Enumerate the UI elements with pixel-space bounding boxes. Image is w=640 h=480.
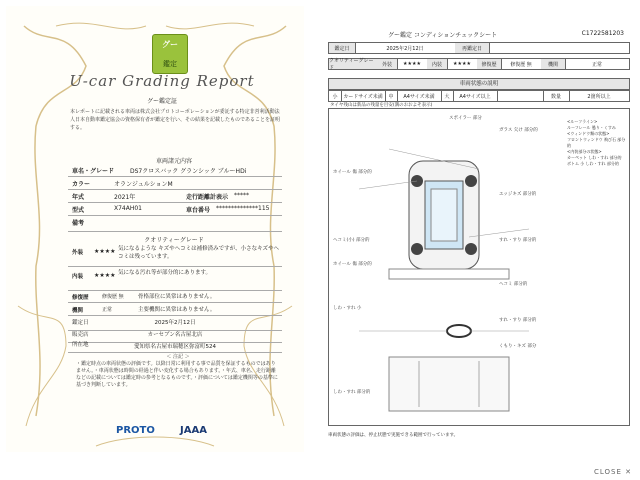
row-value: ***** — [234, 192, 249, 199]
row-value: **************115 — [216, 205, 270, 212]
cert-subtitle: グー鑑定証 — [146, 98, 177, 105]
cell: 2025年2月12日 — [355, 43, 456, 53]
date-row — [328, 42, 630, 54]
logos — [116, 423, 256, 439]
row-year — [68, 189, 282, 203]
cell: 中 — [385, 91, 398, 101]
cell: 機関 — [541, 59, 566, 69]
grade-key: 外装 — [72, 250, 84, 256]
date-value: 2025年2月12日 — [154, 320, 196, 326]
note: フロントウィンドウ 飛び石 部分的 — [567, 137, 626, 148]
cell: 内装 — [427, 59, 448, 69]
grade-exterior — [68, 242, 282, 267]
row-value: DS7クロスバック グランシック ブルーHDi — [130, 168, 247, 175]
notes-body: ・鑑定時点の車両状態の評価です。以降日常に利用する事で品質を保証するものではありません。・車両状態は時間の経過と伴い変化する場合もあります。・年式、車名、走行距離などの記載については鑑定時の参考となるものです。・評価については鑑定機関等の基準に基づき判断しています。 — [76, 361, 278, 388]
grade-desc: 気になる汚れ等が部分的にあります。 — [118, 270, 212, 276]
damage-header: 車両状態の説明 — [328, 78, 630, 90]
grade-engine — [68, 303, 282, 316]
grade-desc: 気になるような キズやヘコミは補修済みですが、小さなキズやヘコミは残っています。 — [118, 246, 280, 260]
cert-intro: 本レポートに記載される車両は株式会社プロトコーポレーションが委託する特定非営利活動法人日本自動車鑑定協会の資格保有者が鑑定を行い、その結果を記載したものであることを証明する。 — [70, 109, 281, 131]
row-value: 2021年 — [114, 194, 136, 201]
cell: 再鑑定日 — [455, 43, 490, 53]
addr-key: 所在地 — [72, 342, 89, 348]
goo-badge-icon — [152, 34, 188, 74]
damage-diagram — [328, 108, 630, 426]
label: ホイール 傷 部分的 — [333, 170, 372, 175]
cell: ★★★★ — [447, 59, 478, 69]
cell: 修復歴 — [477, 59, 502, 69]
cell: カードサイズ未満 — [341, 91, 386, 101]
cell: 2箇所以上 — [587, 93, 611, 100]
store-key: 販売店 — [72, 332, 89, 338]
label: ヘコミ 部分的 — [499, 282, 528, 287]
legend-row — [328, 90, 630, 102]
condition-check-sheet — [318, 20, 634, 444]
grade-interior — [68, 266, 282, 291]
label: ホイール 傷 部分的 — [333, 262, 372, 267]
badge-top: グー — [162, 40, 178, 49]
cell: 正常 — [591, 61, 602, 68]
row-key: 型式 — [72, 207, 85, 214]
cell: 外装 — [377, 59, 398, 69]
cell: 小 — [329, 91, 342, 101]
row-name — [68, 163, 282, 177]
note: ボトム 小 しわ・すれ 部分的 — [567, 161, 619, 166]
row-value: X74AH01 — [114, 205, 142, 212]
note: <ルーフライン> — [567, 119, 598, 124]
right-notes — [567, 119, 627, 167]
badge-bottom: 鑑定 — [163, 60, 177, 68]
grade-stars: 修復歴 無 — [102, 294, 124, 300]
row-remarks — [68, 215, 282, 232]
label: しわ・すれ 小 — [333, 306, 362, 311]
store-value: カーセブン名古屋北店 — [147, 332, 203, 338]
row-value: オランジュルションM — [114, 181, 173, 188]
row-key: 走行距離計表示 — [186, 194, 229, 201]
note: ルーフレール 曇り・くすみ — [567, 125, 616, 130]
sheet-footer: 車両状態の評価は、停止状態で実施できる範囲で行っています。 — [328, 433, 459, 438]
row-key: 備考 — [72, 220, 85, 227]
cell: 修復歴 無 — [501, 59, 542, 69]
grade-stars: 正常 — [102, 307, 113, 313]
grade-row — [328, 58, 630, 70]
grade-key: 内装 — [72, 274, 84, 280]
addr-value: 愛知県名古屋市瑞穂区弥富町524 — [134, 344, 216, 350]
cell — [497, 91, 544, 101]
label: スポイラー 部分 — [449, 116, 482, 121]
label: ガラス 欠け 部分的 — [499, 128, 538, 133]
note: カーペット しわ・すれ 部分的 — [567, 155, 622, 160]
label: エッジキズ 部分的 — [499, 192, 537, 197]
grade-stars: ★★★★ — [94, 248, 116, 255]
vehicle-header: 車両諸元内容 — [155, 158, 192, 165]
row-model — [68, 202, 282, 216]
grade-stars: ★★★★ — [94, 272, 116, 279]
note: <内装部分の状態> — [567, 149, 602, 154]
note: <ウィンドウ類の状態> — [567, 131, 610, 136]
report-title: U-car Grading Report — [69, 72, 255, 90]
grade-key: 機関 — [72, 308, 84, 314]
sheet-title: グー鑑定 コンディションチェックシート — [388, 32, 498, 39]
grade-desc: 骨格部位に異常はありません。 — [138, 294, 216, 300]
cell: 大 — [441, 91, 454, 101]
cell: 数量 — [543, 91, 570, 101]
cell: ★★★★ — [397, 59, 428, 69]
row-key: 車名・グレード — [72, 168, 115, 175]
row-color — [68, 176, 282, 190]
grade-key: 修復歴 — [72, 295, 89, 301]
label: くもり・キズ 部分 — [499, 344, 537, 349]
label: しわ・すれ 部分的 — [333, 390, 371, 395]
label: すれ・すり 部分的 — [499, 318, 537, 323]
proto-logo: PROTO — [116, 425, 155, 436]
cell — [489, 43, 629, 53]
notes — [76, 354, 280, 389]
cell: 鑑定日 — [329, 43, 356, 53]
label: すれ・すり 部分的 — [499, 238, 537, 243]
row-key: 年式 — [72, 194, 85, 201]
doc-number: C1722581203 — [581, 30, 624, 37]
cell: A4サイズ未満 — [397, 91, 442, 101]
label: ヘコミ(小) 部分的 — [333, 238, 370, 243]
row-key: カラー — [72, 181, 91, 188]
grade-desc: 主要機関に異常はありません。 — [138, 307, 216, 313]
quality-header: クオリティーグレード — [144, 237, 204, 244]
notes-title: ＜ 注記 ＞ — [166, 354, 190, 360]
close-button[interactable]: CLOSE ✕ — [593, 468, 632, 476]
date-key: 鑑定日 — [72, 320, 89, 326]
cell: クオリティーグレード — [329, 59, 378, 69]
grade-repair — [68, 290, 282, 303]
grading-certificate — [6, 6, 304, 452]
tire-note: タイヤ残山は新品の残量を目安(溝のおおよそ表示) — [330, 103, 433, 108]
row-key: 車台番号 — [186, 207, 211, 214]
jaaa-logo: JAAA — [180, 425, 207, 436]
cell: A4サイズ以上 — [453, 91, 498, 101]
